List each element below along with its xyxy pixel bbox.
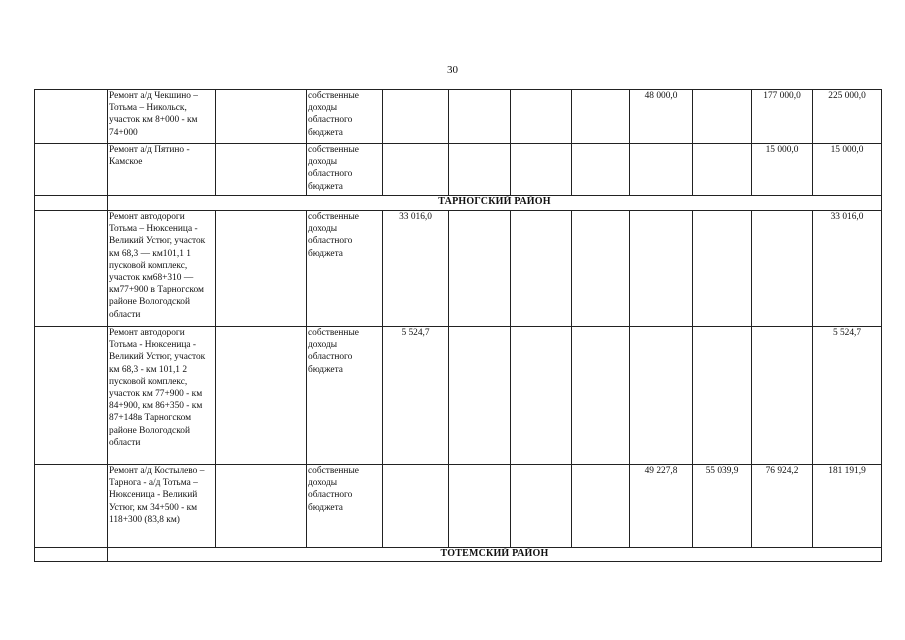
empty-cell: [35, 465, 108, 548]
value-cell: [693, 327, 752, 465]
object-name-cell: Ремонт а/д Пятино - Камское: [108, 144, 216, 196]
value-cell: [449, 211, 511, 327]
value-cell: 55 039,9: [693, 465, 752, 548]
value-cell: [630, 327, 693, 465]
page-number: 30: [447, 64, 458, 76]
object-name-cell: Ремонт автодороги Тотьма – Нюксеница - Великий Устюг, участок км 68,3 — км101,1 1 пусковой комплекс, участок км68+310 — км77+900 в Тарногском районе Вологодской области: [108, 211, 216, 327]
value-cell: 48 000,0: [630, 90, 693, 144]
value-cell: [449, 144, 511, 196]
value-cell: [572, 90, 630, 144]
total-cell: 15 000,0: [813, 144, 882, 196]
table-row: [35, 465, 882, 548]
funding-source-cell: собственные доходы областного бюджета: [307, 90, 383, 144]
value-cell: [572, 144, 630, 196]
value-cell: [383, 465, 449, 548]
total-cell: 181 191,9: [813, 465, 882, 548]
total-cell: 33 016,0: [813, 211, 882, 327]
value-cell: [630, 211, 693, 327]
value-cell: [511, 327, 572, 465]
value-cell: [511, 144, 572, 196]
value-cell: 33 016,0: [383, 211, 449, 327]
object-name-cell: Ремонт автодороги Тотьма - Нюксеница - Великий Устюг, участок км 68,3 - км 101,1 2 пусковой комплекс, участок км 77+900 - км 84+900, км 86+350 - км 87+148в Тарногском районе Вологодской области: [108, 327, 216, 465]
value-cell: [449, 327, 511, 465]
object-name-cell: Ремонт а/д Костылево –Тарнога - а/д Тотьма – Нюксеница - Великий Устюг, км 34+500 - км 118+300 (83,8 км): [108, 465, 216, 548]
empty-cell: [35, 327, 108, 465]
value-cell: [449, 465, 511, 548]
value-cell: 76 924,2: [752, 465, 813, 548]
section-row: [35, 548, 882, 562]
empty-cell: [216, 327, 307, 465]
table-row: [35, 211, 882, 327]
total-cell: 5 524,7: [813, 327, 882, 465]
value-cell: [572, 211, 630, 327]
object-name-cell: Ремонт а/д Чекшино – Тотьма – Никольск, участок км 8+000 - км 74+000: [108, 90, 216, 144]
empty-cell: [35, 144, 108, 196]
budget-table: [34, 89, 882, 562]
value-cell: 49 227,8: [630, 465, 693, 548]
funding-source-cell: собственные доходы областного бюджета: [307, 327, 383, 465]
value-cell: [693, 90, 752, 144]
funding-source-cell: собственные доходы областного бюджета: [307, 144, 383, 196]
value-cell: [693, 144, 752, 196]
value-cell: [449, 90, 511, 144]
total-cell: 225 000,0: [813, 90, 882, 144]
value-cell: [511, 465, 572, 548]
value-cell: 5 524,7: [383, 327, 449, 465]
empty-cell: [216, 211, 307, 327]
value-cell: 15 000,0: [752, 144, 813, 196]
empty-cell: [216, 144, 307, 196]
table-row: [35, 90, 882, 144]
value-cell: [693, 211, 752, 327]
value-cell: [752, 327, 813, 465]
empty-cell: [216, 465, 307, 548]
funding-source-cell: собственные доходы областного бюджета: [307, 211, 383, 327]
section-title-totma: ТОТЕМСКИЙ РАЙОН: [108, 548, 882, 562]
section-title-tarnoga: ТАРНОГСКИЙ РАЙОН: [108, 196, 882, 211]
value-cell: [572, 327, 630, 465]
empty-cell: [35, 211, 108, 327]
section-row: [35, 196, 882, 211]
value-cell: [511, 90, 572, 144]
value-cell: [383, 90, 449, 144]
empty-cell: [35, 90, 108, 144]
funding-source-cell: собственные доходы областного бюджета: [307, 465, 383, 548]
table-row: [35, 144, 882, 196]
value-cell: 177 000,0: [752, 90, 813, 144]
value-cell: [511, 211, 572, 327]
value-cell: [752, 211, 813, 327]
table-row: [35, 327, 882, 465]
value-cell: [630, 144, 693, 196]
value-cell: [383, 144, 449, 196]
empty-cell: [35, 196, 108, 211]
empty-cell: [216, 90, 307, 144]
empty-cell: [35, 548, 108, 562]
value-cell: [572, 465, 630, 548]
